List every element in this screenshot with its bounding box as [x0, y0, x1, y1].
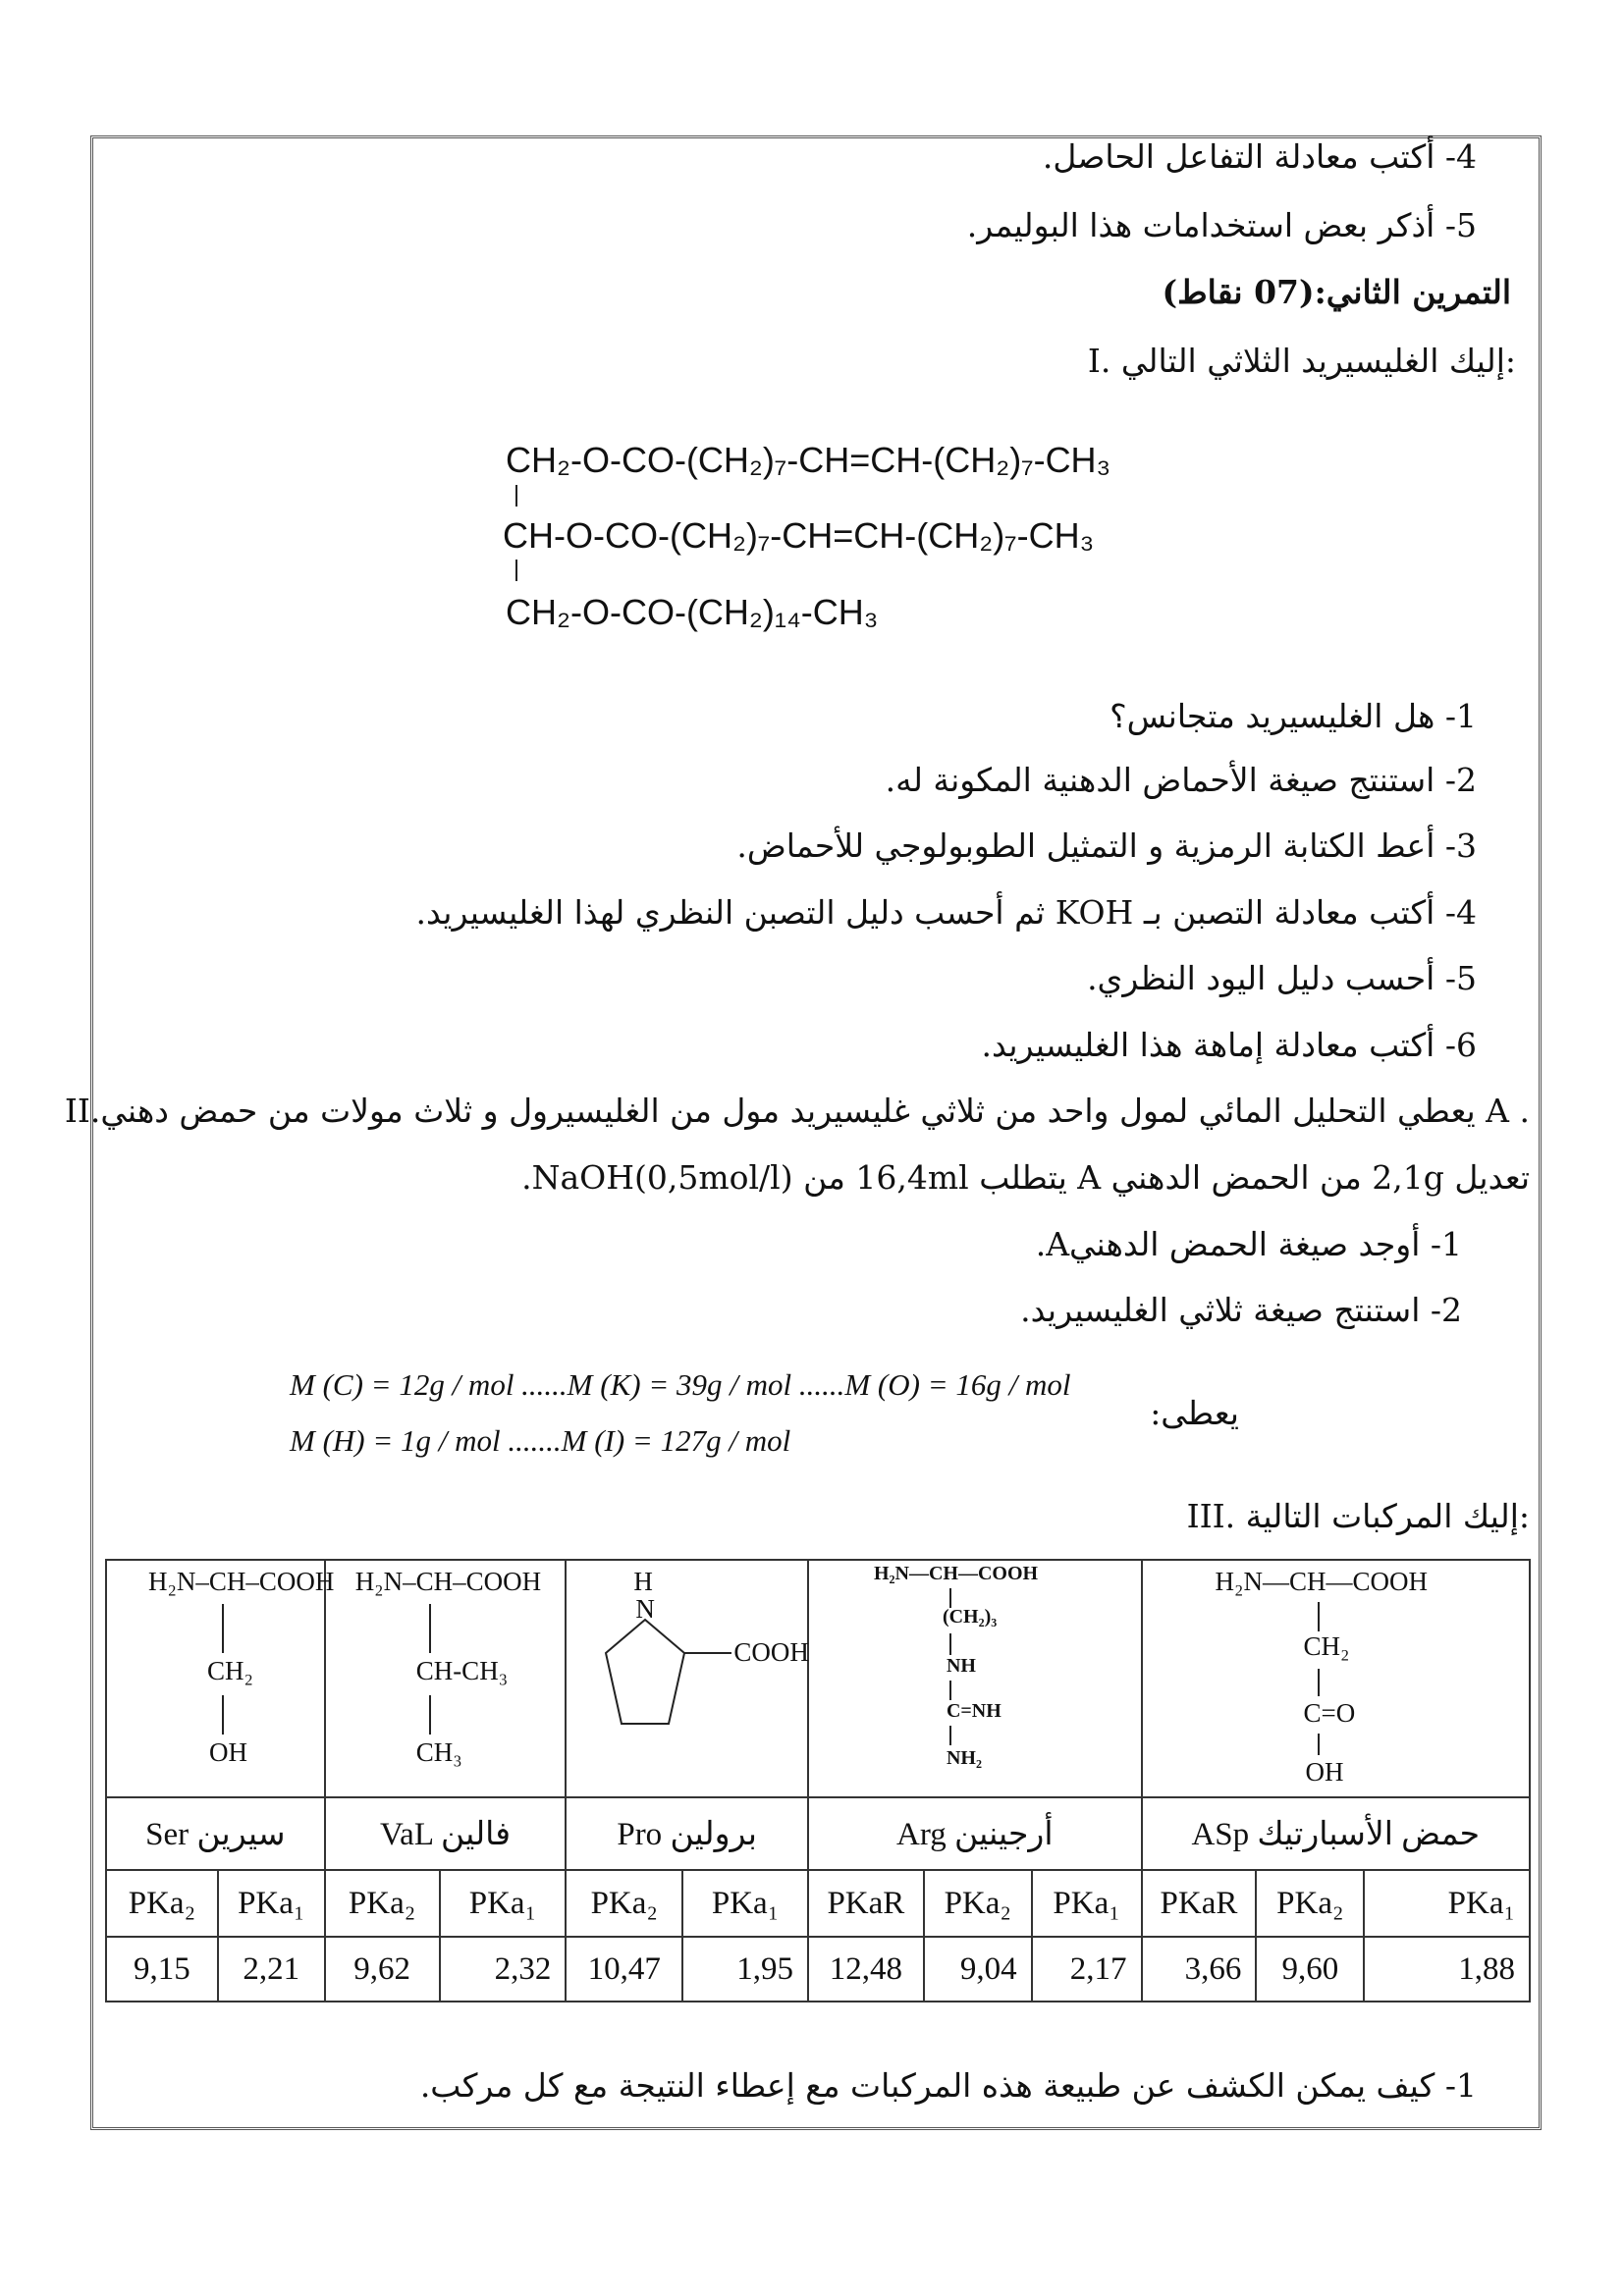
val-bot: CH₃ — [415, 1737, 462, 1767]
question-ii-2: 2- استنتج صيغة ثلاثي الغليسيريد. — [1020, 1291, 1462, 1329]
pro-pka-value: 10,47 — [566, 1937, 682, 2002]
asp-b: C=O — [1303, 1698, 1356, 1728]
asp-top: H₂N—CH—COOH — [1215, 1567, 1428, 1596]
part-i-heading: I. إليك الغليسيريد الثلاثي التالي: — [1087, 342, 1516, 380]
val-bond-2 — [429, 1695, 431, 1735]
question-i-5: 5- أحسب دليل اليود النظري. — [1087, 959, 1477, 997]
asp-bond-3 — [1318, 1734, 1320, 1755]
question-i-2: 2- استنتج صيغة الأحماض الدهنية المكونة له. — [885, 761, 1477, 799]
pro-h: H — [633, 1567, 653, 1596]
molar-masses-line-1: M (C) = 12g / mol ......M (K) = 39g / mol ......M (O) = 16g / mol — [290, 1367, 1071, 1402]
name-row — [106, 1797, 1530, 1870]
val-structure — [325, 1560, 567, 1797]
amino-acid-table — [105, 1559, 1531, 2002]
structure-row — [106, 1560, 1530, 1797]
asp-name: ASp حمض الأسبارتيك — [1142, 1797, 1530, 1870]
question-i-1: 1- هل الغليسيريد متجانس؟ — [1110, 697, 1477, 735]
ser-name: Ser سيرين — [106, 1797, 325, 1870]
formula-bond-2 — [515, 560, 517, 581]
ser-bond-2 — [222, 1695, 224, 1735]
part-ii-line-2: تعديل 2,1g من الحمض الدهني A يتطلب 16,4ml من NaOH(0,5mol/l). — [521, 1158, 1530, 1197]
part-ii-line-1: II.يعطي التحليل المائي لمول واحد من ثلاثي غليسيريد مول من الغليسيرول و ثلاث مولات من حمض دهني A . — [64, 1092, 1530, 1130]
arg-pka-value: 9,04 — [924, 1937, 1032, 2002]
arg-bond-3 — [949, 1681, 951, 1700]
pro-pka-value: 1,95 — [682, 1937, 808, 2002]
val-top: H₂N–CH–COOH — [354, 1567, 542, 1596]
exercise-2-title: التمرين الثاني:(07 نقاط) — [1162, 273, 1511, 311]
pka-label-row — [106, 1870, 1530, 1937]
val-name: VaL فالين — [325, 1797, 567, 1870]
final-question: 1- كيف يمكن الكشف عن طبيعة هذه المركبات مع إعطاء النتيجة مع كل مركب. — [419, 2066, 1477, 2105]
arg-name: Arg أرجينين — [808, 1797, 1142, 1870]
asp-pka-label: PKa₂ — [1256, 1870, 1364, 1937]
arg-d: NH₂ — [946, 1747, 982, 1769]
arg-pka-label: PKa₁ — [1032, 1870, 1142, 1937]
question-i-4: 4- أكتب معادلة التصبن بـ KOH ثم أحسب دليل التصبن النظري لهذا الغليسيريد. — [415, 893, 1477, 932]
pro-cooh: COOH — [733, 1637, 809, 1667]
formula-bond-1 — [515, 485, 517, 507]
given-label: يعطى: — [1150, 1394, 1239, 1432]
ser-bond-1 — [222, 1604, 224, 1653]
pro-ring — [596, 1610, 733, 1737]
question-i-6: 6- أكتب معادلة إماهة هذا الغليسيريد. — [981, 1026, 1477, 1064]
arg-pka-value: 2,17 — [1032, 1937, 1142, 2002]
asp-pka-value: 9,60 — [1256, 1937, 1364, 2002]
ser-pka-value: 2,21 — [218, 1937, 325, 2002]
question-i-3: 3- أعط الكتابة الرمزية و التمثيل الطوبولوجي للأحماض. — [736, 827, 1477, 865]
ser-pka-label: PKa₂ — [106, 1870, 218, 1937]
question-4: 4- أكتب معادلة التفاعل الحاصل. — [1042, 137, 1477, 176]
part-iii-heading: III. إليك المركبات التالية: — [1186, 1497, 1530, 1535]
pro-n: N — [635, 1594, 655, 1624]
val-pka-value: 9,62 — [325, 1937, 440, 2002]
arg-bond-1 — [949, 1588, 951, 1608]
arg-structure — [808, 1560, 1142, 1797]
ser-pka-label: PKa₁ — [218, 1870, 325, 1937]
arg-bond-4 — [949, 1726, 951, 1745]
asp-c: OH — [1305, 1757, 1344, 1787]
val-pka-value: 2,32 — [440, 1937, 567, 2002]
ser-structure — [106, 1560, 335, 1797]
formula-line-1: CH₂-O-CO-(CH₂)₇-CH=CH-(CH₂)₇-CH₃ — [506, 440, 1111, 480]
arg-bond-2 — [949, 1633, 951, 1655]
question-ii-1: 1- أوجد صيغة الحمض الدهنيA. — [1035, 1225, 1462, 1263]
arg-c: C=NH — [946, 1700, 1001, 1722]
molar-masses-line-2: M (H) = 1g / mol .......M (I) = 127g / mol — [290, 1423, 791, 1458]
asp-structure — [1142, 1560, 1530, 1797]
ser-mid: CH₂ — [207, 1656, 253, 1685]
arg-pka-label: PKaR — [808, 1870, 924, 1937]
asp-bond-1 — [1318, 1602, 1320, 1631]
ser-bot: OH — [209, 1737, 247, 1767]
formula-line-3: CH₂-O-CO-(CH₂)₁₄-CH₃ — [506, 592, 879, 632]
formula-line-2: CH-O-CO-(CH₂)₇-CH=CH-(CH₂)₇-CH₃ — [503, 515, 1095, 556]
val-mid: CH-CH₃ — [415, 1656, 509, 1685]
arg-pka-label: PKa₂ — [924, 1870, 1032, 1937]
asp-pka-value: 1,88 — [1364, 1937, 1530, 2002]
arg-pka-value: 12,48 — [808, 1937, 924, 2002]
arg-b: NH — [946, 1655, 976, 1677]
pka-value-row — [106, 1937, 1530, 2002]
val-pka-label: PKa₁ — [440, 1870, 567, 1937]
pro-pka-label: PKa₁ — [682, 1870, 808, 1937]
asp-bond-2 — [1318, 1669, 1320, 1696]
ser-top: H₂N–CH–COOH — [148, 1567, 335, 1596]
val-pka-label: PKa₂ — [325, 1870, 440, 1937]
ser-pka-value: 9,15 — [106, 1937, 218, 2002]
asp-a: CH₂ — [1303, 1631, 1350, 1661]
pro-name: Pro برولين — [566, 1797, 808, 1870]
asp-pka-label: PKa₁ — [1364, 1870, 1530, 1937]
pro-pka-label: PKa₂ — [566, 1870, 682, 1937]
pro-structure — [566, 1560, 808, 1797]
question-5: 5- أذكر بعض استخدامات هذا البوليمر. — [966, 206, 1477, 244]
asp-pka-value: 3,66 — [1142, 1937, 1257, 2002]
arg-top: H₂N—CH—COOH — [873, 1563, 1039, 1584]
val-bond-1 — [429, 1604, 431, 1653]
arg-a: (CH₂)₃ — [942, 1606, 998, 1628]
asp-pka-label: PKaR — [1142, 1870, 1257, 1937]
